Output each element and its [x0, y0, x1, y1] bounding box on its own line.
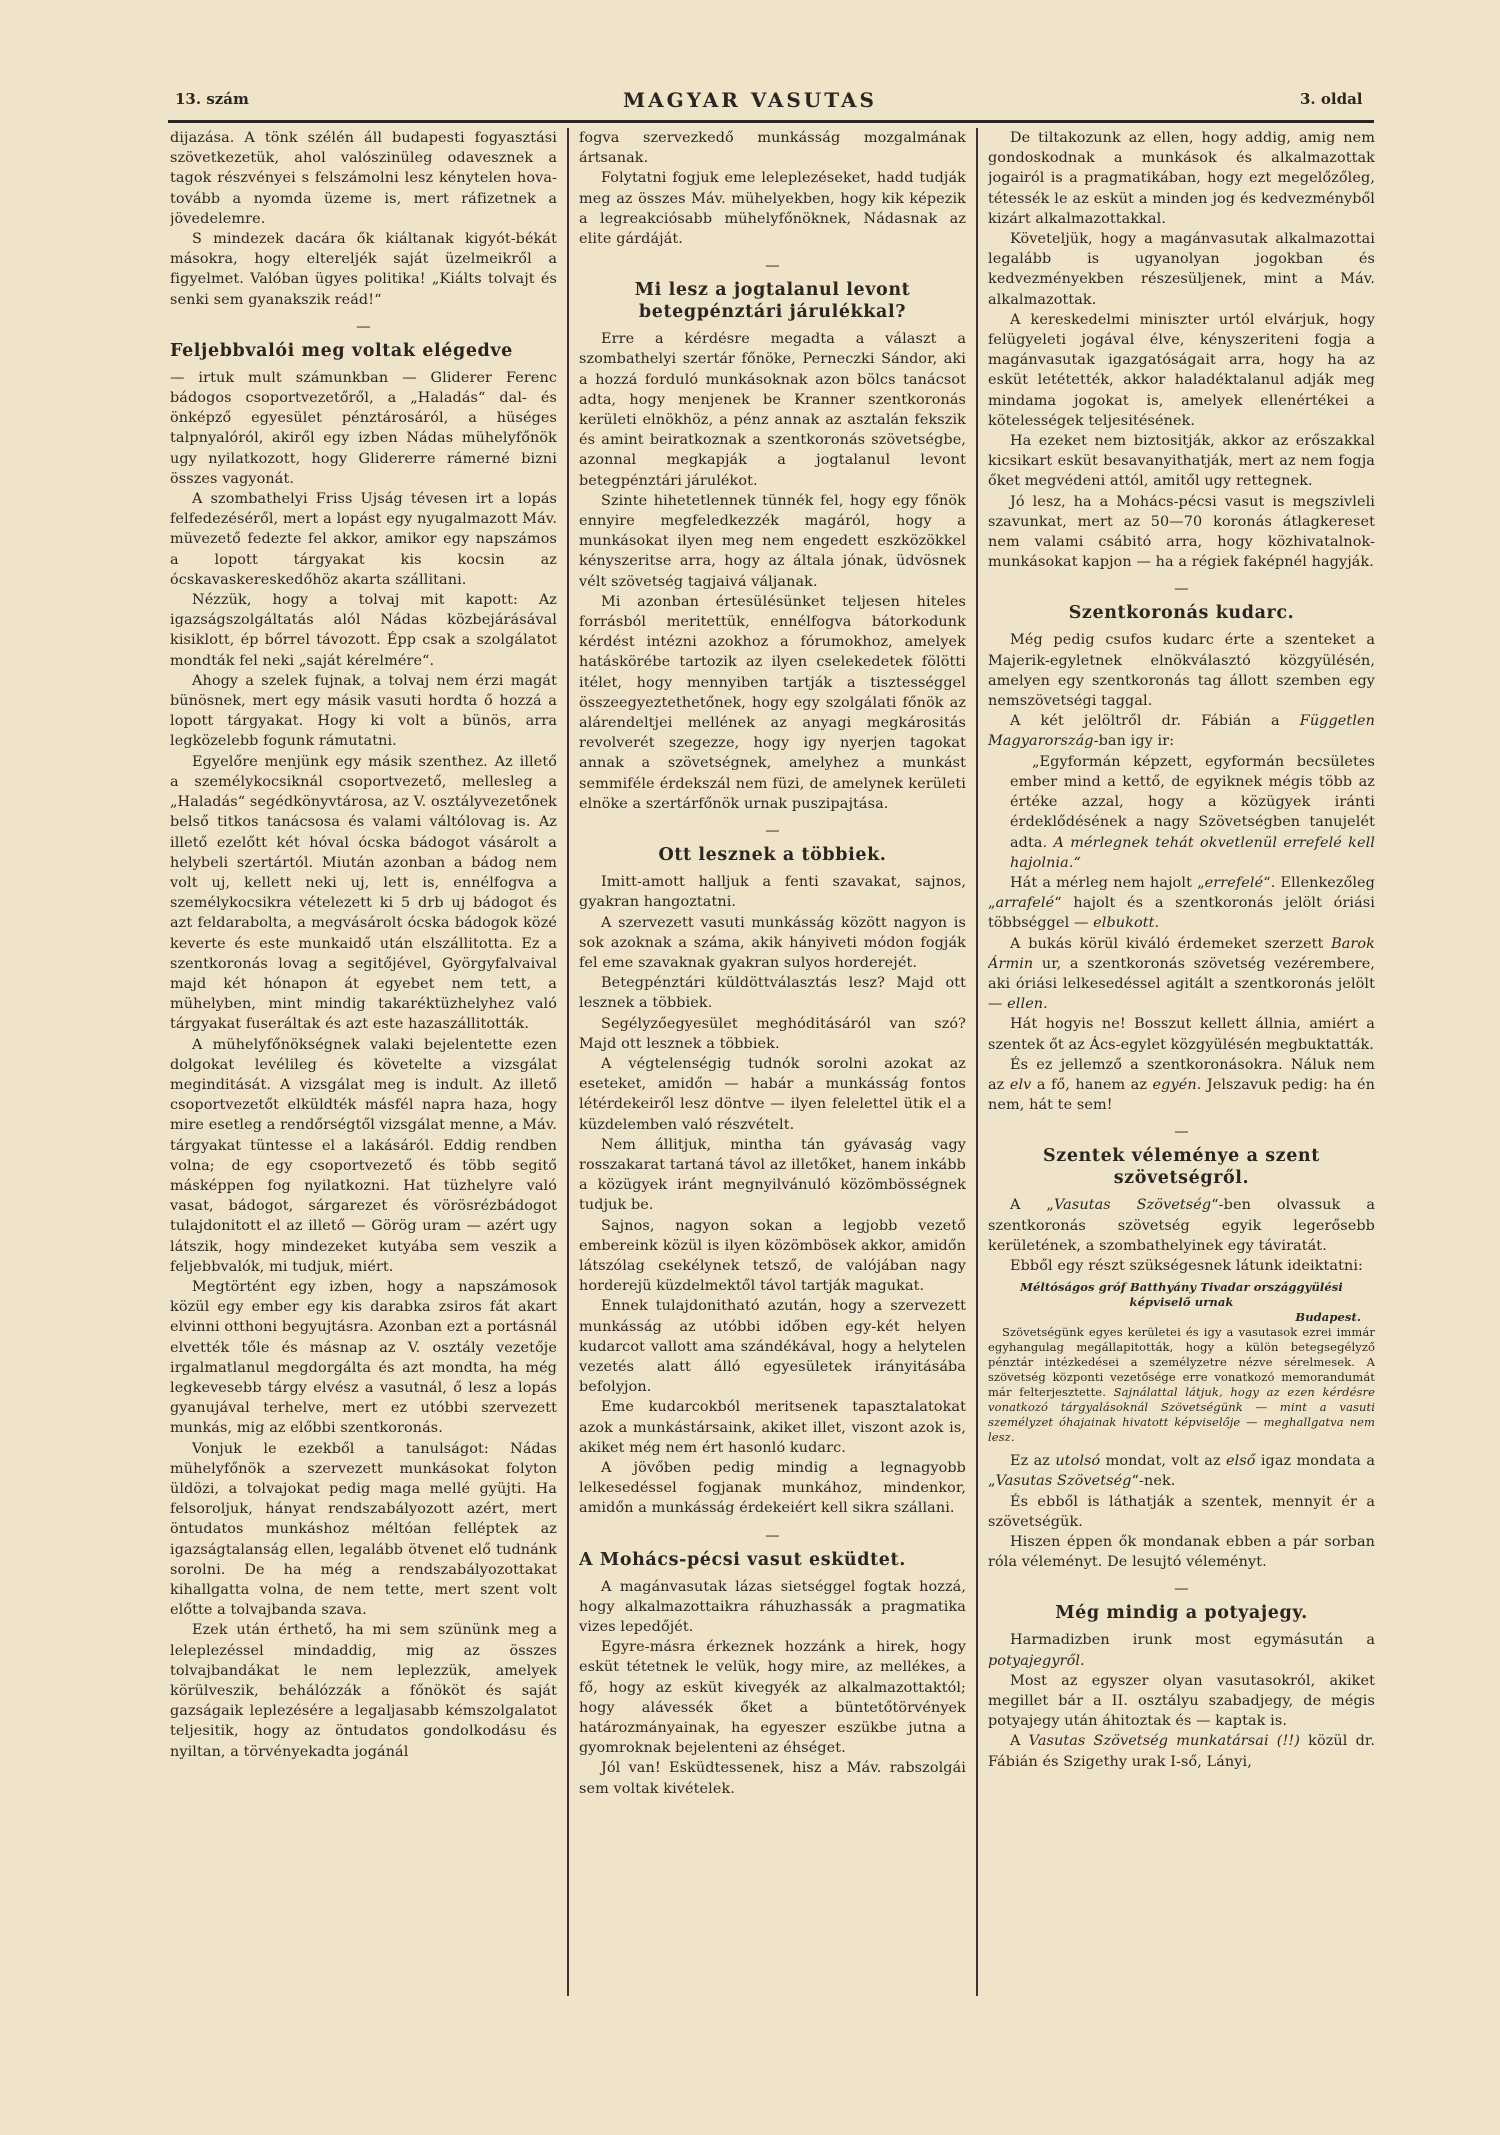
section-separator: — [765, 258, 780, 275]
column-divider [976, 128, 978, 1996]
text-run: Betegpénztári küldöttválasztás lesz? Majd ott lesznek a többiek. [579, 975, 966, 1012]
paragraph [579, 128, 966, 168]
article-headline: Ott lesznek a többiek. [658, 845, 887, 866]
letter-place: Budapest. [1295, 1310, 1361, 1325]
italic-text: elv [1009, 1076, 1032, 1093]
text-run: dijazása. A tönk szélén áll budapesti fogyasztási szövetkezetük, ahol valószinüleg odavesznek a tagok részvényei s felszámolni lesz kénytelen hova-tovább a nyomda üzeme is, mert ráfizetnek a jövedelemre. [170, 130, 557, 227]
section-separator: — [1174, 1124, 1189, 1141]
text-run: Ahogy a szelek fujnak, a tolvaj nem érzi magát bünösnek, mert egy másik vasuti hordta ő hozzá a lopott tárgyakat. Hogy ki volt a bünös, arra legközelebb fogunk rámutatni. [170, 672, 557, 750]
paragraph [579, 329, 966, 491]
text-run: fogva szervezkedő munkásság mozgalmának ártsanak. [579, 130, 966, 167]
paragraph [170, 229, 557, 310]
paragraph [988, 229, 1375, 310]
paragraph [170, 1277, 557, 1439]
paragraph [579, 973, 966, 1013]
paragraph [170, 1439, 557, 1621]
paragraph [170, 752, 557, 1035]
paragraph [988, 1055, 1375, 1116]
text-run: S mindezek dacára ők kiáltanak kigyót-békát másokra, hogy eltereljék saját üzelmeikről a figyelmet. Valóban ügyes politika! „Kiálts tolvajt és senki sem gyanakszik reád!“ [170, 231, 557, 308]
italic-text: Vasutas Szövetség [995, 1473, 1132, 1490]
text-run: Ha ezeket nem biztositják, akkor az erőszakkal kicsikart esküt besavanyithatják, mert az nem fogja őket megvédeni attól, amitől ugy rettegnek. [988, 433, 1375, 490]
italic-text: elbukott. [1093, 915, 1160, 932]
text-run: Folytatni fogjuk eme leleplezéseket, hadd tudják meg az összes Máv. mühelyekben, hogy kik képezik a legreakciósabb mühelyfőnöknek, Nádasnak az elite gárdáját. [579, 170, 966, 248]
text-run: „Egyformán képzett, egyformán becsületes ember mind a kettő, de egyiknek mégis több az értéke azzal, hogy a közügyek iránti érdeklődésének a nagy Szövetségben tanujelét adta. [1010, 753, 1375, 851]
paragraph [988, 1532, 1375, 1572]
text-run: Harmadizben irunk most egymásután a [1010, 1632, 1375, 1649]
text-run: “. Ellenkezőleg „ [988, 874, 1375, 912]
text-run: igaz mondata a „ [988, 1453, 1375, 1490]
header-rule [168, 120, 1374, 123]
italic-text: errefelé [1204, 874, 1264, 891]
paragraph [988, 1492, 1375, 1532]
paragraph [988, 1731, 1375, 1771]
text-run: Megtörtént egy izben, hogy a napszámosok közül egy ember egy kis darabka zsiros fát akart elvinni otthoni begyujtásra. Azonban ezt a portásnál elvették tőle és másnap az V. osztály vezetője irgalmatlanul megdorgálta és azt mondta, ha még legkevesebb tárgy elvész a vasutnál, ő lesz a lopás gyanujával terhelve, mert ez utóbbi szervezett munkás, mig az előbbi szentkoronás. [170, 1278, 557, 1437]
text-run: Szinte hihetetlennek tünnék fel, hogy egy főnök ennyire megfeledkezzék magáról, hogy a munkásokat ilyen meg nem engedett eszközökkel kényszeritse arra, hogy az általa jónak, üdvösnek vélt szövetség tagjaivá váljanak. [579, 492, 966, 590]
italic-text: Barok Ármin [988, 935, 1375, 972]
paragraph [579, 872, 966, 912]
section-separator: — [1174, 581, 1189, 598]
text-run: Segélyzőegyesület meghóditásáról van szó? Majd ott lesznek a többiek. [579, 1015, 966, 1052]
text-run: Nem állitjuk, mintha tán gyávaság vagy rosszakarat tartaná távol az illetőket, hanem inkább a közügyek iránt megnyilvánuló közömbösségnek tudjuk be. [579, 1136, 966, 1214]
italic-text: Vasutas Szövetség munkatársai (!!) [1028, 1733, 1300, 1750]
issue-number: 13. szám [175, 90, 249, 108]
letter-body [988, 1325, 1375, 1445]
paragraph [579, 592, 966, 814]
telegram-excerpt [988, 1280, 1375, 1445]
section-separator: — [1174, 1581, 1189, 1598]
paragraph [988, 934, 1375, 1015]
text-run: Jelszavuk pedig: ha én nem, hát te sem! [988, 1076, 1375, 1114]
text-run: A kereskedelmi miniszter urtól elvárjuk, hogy felügyeleti jogával élve, kényszeriteni fogja a magánvasutak igazgatóságait arra, hogy ha az esküt letétették, akkor haladéktalanul adják meg mindama jogokat is, amelyek ellenértékei a kötelességek teljesitésének. [988, 311, 1375, 429]
letter-address: Méltóságos gróf Batthyány Tivadar országgyülési képviselő urnak [1020, 1280, 1343, 1310]
paragraph [988, 873, 1375, 934]
paragraph [988, 1014, 1375, 1054]
text-run: Vonjuk le ezekből a tanulságot: Nádas mühelyfőnök a szervezett munkásokat folyton üldözi, a tolvajokat pedig maga mellé gyüjti. Ha felsoroljuk, hányat rendszabályozott azért, mert öntudatos munkáshoz méltóan felléptek az igazságtalanság ellen, legalább ötvenet elő tudnánk sorolni. De ha még a rendszabályozottakat kihallgatta volna, de nem tette, mert szent volt előtte a tolvajbanda szava. [170, 1440, 557, 1619]
masthead-title: MAGYAR VASUTAS [623, 88, 877, 112]
paragraph [579, 1577, 966, 1638]
text-run: “-ben olvassuk a szentkoronás szövetség egyik legerősebb kerületének, a szombathelyinek egy táviratát. [988, 1197, 1375, 1254]
text-run: A [1010, 1733, 1029, 1750]
text-run: Hiszen éppen ők mondanak ebben a pár sorban róla véleményt. De lesujtó véleményt. [988, 1533, 1375, 1571]
paragraph [170, 590, 557, 671]
paragraph [988, 1195, 1375, 1256]
paragraph [988, 711, 1375, 751]
italic-text: ellen. [1007, 996, 1048, 1013]
article-headline: Szentek véleménye a szent szövetségről. [1043, 1146, 1320, 1189]
italic-text: Vasutas Szövetség [1053, 1197, 1212, 1214]
paragraph [988, 310, 1375, 431]
text-run: Ebből egy részt szükségesnek látunk ideiktatni: [1010, 1257, 1363, 1274]
text-run: A jövőben pedig mindig a legnagyobb lelkesedéssel fogjanak munkához, mindenkor, amidőn a munkásság érdekeiért kell sikra szállani. [579, 1459, 966, 1517]
paragraph [579, 1216, 966, 1297]
text-run: Még pedig csufos kudarc érte a szenteket a Majerik-egyletnek elnökválasztó közgyülésén, amelyen egy szentkoronás tag állott szemben egy nemszövetségi taggal. [988, 632, 1375, 710]
column-divider [567, 128, 569, 1996]
column-1 [170, 128, 557, 1998]
text-run: A végtelenségig tudnók sorolni azokat az eseteket, amidőn — habár a munkásság fontos létérdekeiről lesz döntve — ilyen felelettel ütik el a küzdelemben való részvételt. [579, 1055, 966, 1133]
text-run: “-nek. [1131, 1473, 1176, 1490]
quotation [988, 752, 1375, 873]
text-run: Jó lesz, ha a Mohács-pécsi vasut is megszivleli szavunkat, mert az 50—70 koronás átlagkereset nem valami csábitó arra, hogy közhivatalnok-munkásokat kapjon — ha a régiek faképnél hagyják. [988, 493, 1375, 571]
text-run: Erre a kérdésre megadta a választ a szombathelyi szertár főnöke, Perneczki Sándor, aki a hozzá forduló munkásoknak azon bölcs tanácsot adta, hogy menjenek be Kranner szentkoronás kerületi elnökhöz, a pénz annak az asztalán fekszik és amint beiratkoznak a szentkoronás szövetségbe, azonnal megkapják a jogtalanul levont betegpénztári járulékot. [579, 331, 966, 489]
paragraph [170, 671, 557, 752]
paragraph [988, 1451, 1375, 1491]
text-run: Egyre-másra érkeznek hozzánk a hirek, hogy esküt tétetnek le velük, hogy mire, az mellékes, a fő, hogy az esküt kivegyék az alkalmazottaktól; hogy alávessék őket a büntetőtörvények határozmányainak, ha egyeszer eszükbe jutna a gyomroknak bejelenteni az éhséget. [579, 1639, 966, 1757]
italic-text: egyén. [1152, 1076, 1202, 1093]
column-2 [579, 128, 966, 1998]
italic-text: potyajegyről. [988, 1652, 1085, 1669]
paragraph [579, 1758, 966, 1798]
text-run: A bukás körül kiváló érdemeket szerzett [1010, 935, 1332, 952]
text-run: Imitt-amott halljuk a fenti szavakat, sajnos, gyakran hangoztatni. [579, 874, 966, 911]
text-run: a fő, hanem az [1031, 1076, 1153, 1093]
paragraph [579, 1014, 966, 1054]
italic-text: Független Magyarország [988, 713, 1375, 750]
text-run: Sajnos, nagyon sokan a legjobb vezető embereink közül is ilyen közömbösek akkor, amidőn látszólag csekélynek tetsző, de valójában nagy horderejü küzdelmektől távol tartják magukat. [579, 1217, 966, 1295]
paragraph [579, 1296, 966, 1397]
section-separator: — [765, 823, 780, 840]
text-run: A „ [1010, 1197, 1054, 1214]
text-run: Jól van! Esküdtessenek, hisz a Máv. rabszolgái sem voltak kivételek. [579, 1760, 966, 1797]
text-run: A szervezett vasuti munkásság között nagyon is sok azoknak a száma, akik hányiveti módon fogják fel eme szavaknak gyakran sulyos horderejét. [579, 914, 966, 971]
paragraph [988, 431, 1375, 492]
text-run: Egyelőre menjünk egy másik szenthez. Az illető a személykocsiknál csoportvezető, mellesleg a „Haladás“ segédkönyvtárosa, az V. osztályvezetőnek belső titkos tanácsosa és valami váltólovag is. Az illető ezelőtt két hóval ócska bádogot vásárolt a helybeli szertártól. Miután azonban a bádog nem volt uj, kellett neki uj, lett is, ennélfogva a személykocsikra vételezett ki 5 drb uj bádogot és azt feldarabolta, a megvásárolt ócska bádogok közé keverte és este munkaidő után elszállitotta. Ez a szentkoronás lovag a segitőjével, Györgyfalvaival majd két hónapon át egyebet nem tett, a mühelyben, mint mindig takaréktüzhelyhez való tárgyakat fuseráltak és azt este hazaszállitották. [170, 753, 557, 1033]
paragraph [988, 128, 1375, 229]
text-run: -ban igy ir: [1093, 733, 1175, 750]
paragraph [579, 168, 966, 249]
text-run: Mi azonban értesülésünket teljesen hiteles forrásból meritettük, ennélfogva bátorkodunk kérdést intézni azokhoz a fórumokhoz, amelyek hatáskörébe tartozik az ilyen cselekedetek fölötti itélet, hogy mennyiben tartják a tisztességgel összeegyeztethetőnek, hogy egy szolgálati főnök az alárendeltjei mellének az anyagi megkárositás revolverét szegezze, hogy igy nyerjen tagokat annak a szövetségnek, amelyhez a munkást semmiféle érdekszál nem füzi, de amelynek kerületi elnöke a szertárfőnök urnak puszipajtása. [579, 593, 966, 812]
paragraph [170, 1035, 557, 1277]
text-run: — irtuk mult számunkban — Gliderer Ferenc bádogos csoportvezetőről, a „Haladás“ dal- és önképző egyesület pénztárosáról, a hüséges talpnyalóról, akiről egy izben Nádas mühelyfőnök ugy nyilatkozott, hogy Glidererre rámerné bizni összes vagyonát. [170, 369, 557, 487]
paragraph [170, 489, 557, 590]
paragraph [579, 1054, 966, 1135]
paragraph [579, 1458, 966, 1519]
article-headline: Szentkoronás kudarc. [1068, 603, 1295, 624]
text-run: közül dr. Fábián és Szigethy urak I-ső, Lányi, [988, 1733, 1375, 1770]
italic-text: első [1225, 1453, 1256, 1470]
text-run: Követeljük, hogy a magánvasutak alkalmazottai legalább is ugyanolyan jogokban és kedvezményekben részesüljenek, mint a Máv. alkalmazottak. [988, 231, 1375, 308]
section-separator: — [765, 1527, 780, 1544]
text-run: Ennek tulajdonitható azután, hogy a szervezett munkásság az utóbbi időben egy-két helyen kudarcot vallott ama szándékával, hogy a helytelen vezetés alatt álló egyesületek irányitásába befolyjon. [579, 1298, 966, 1396]
text-run: És ez jellemző a szentkoronásokra. Náluk nem az [988, 1056, 1375, 1093]
paragraph [579, 1135, 966, 1216]
italic-text: A mérlegnek tehát okvetlenül errefelé kell hajolnia.“ [1010, 834, 1375, 871]
text-run: A szombathelyi Friss Ujság tévesen irt a lopás felfedezéséről, mert a lopást egy nyugalmazott Máv. müvezető fedezte fel akkor, amikor egy napszámos a lopott tárgyakat kis kocsin az ócskavaskereskedőhöz akarta szállitani. [170, 491, 557, 588]
text-run: “ hajolt és a szentkoronás jelölt óriási többséggel — [988, 895, 1375, 932]
text-run: A mühelyfőnökségnek valaki bejelentette ezen dolgokat levélileg és követelte a vizsgálat meginditását. A vizsgálat meg is indult. Az illető csoportvezetőt elküldték másfél napra haza, hogy mire esetleg a rendőrségtől vizsgálat menne, a Máv. tárgyakat tüntesse el a lakásáról. Eddig rendben volna; de egy csoportvezető és több segitő másképpen fog nyilatkozni. Hat tüzhelyre való vasat, bádogot, sárgarezet és vörösrézbádogot tulajdonitott el az illető — Görög uram — azért ugy látszik, hogy mindezeket kutyába sem veszik a feljebbvalók, mi tudjuk, miért. [170, 1036, 557, 1275]
paragraph [170, 128, 557, 229]
article-headline: Mi lesz a jogtalanul levont betegpénztári járulékkal? [634, 280, 911, 323]
quoted-paragraph [988, 752, 1375, 873]
article-headline: A Mohács-pécsi vasut esküdtet. [579, 1549, 906, 1570]
italic-text: arrafelé [995, 895, 1055, 912]
text-run: Ezek után érthető, ha mi sem szününk meg a leleplezéssel mindaddig, mig az összes tolvajbandákat le nem leplezzük, amelyek körülveszik, behálózzák a főnököt és saját gazságaik leplezésére a legaljasabb kémszolgalatot teljesitik, hogy az öntudatos gondolkodásu és nyiltan, a törvényekadta jogánál [170, 1622, 557, 1760]
text-run: ur, a szentkoronás szövetség vezérembere, aki óriási lelkesedéssel agitált a szentkoronás jelölt — [988, 955, 1375, 1013]
column-3 [988, 128, 1375, 1998]
text-run: Hát a mérleg nem hajolt „ [1010, 874, 1205, 891]
text-run: mondat, volt az [1100, 1453, 1226, 1470]
paragraph [988, 630, 1375, 711]
text-run: Nézzük, hogy a tolvaj mit kapott: Az igazságszolgáltatás alól Nádas közbejárásával kisiklott, ép bőrrel távozott. Épp csak a szolgálatot mondták fel neki „saját kérelmére“. [170, 592, 557, 669]
text-run: Eme kudarcokból meritsenek tapasztalatokat azok a munkástársaink, akiket illet, viszont azok is, akiket még nem ért hasonló kudarc. [579, 1399, 966, 1456]
text-run: És ebből is láthatják a szentek, mennyit ér a szövetségük. [988, 1493, 1375, 1530]
paragraph [988, 1256, 1375, 1276]
paragraph [579, 1397, 966, 1458]
paragraph [988, 1671, 1375, 1732]
article-headline: Még mindig a potyajegy. [1055, 1603, 1308, 1624]
text-run: Hát hogyis ne! Bosszut kellett állnia, amiért a szentek őt az Ács-egylet közgyülésén megbuktatták. [988, 1016, 1375, 1053]
paragraph [579, 491, 966, 592]
text-run: Most az egyszer olyan vasutasokról, akiket megillet bár a II. osztályu szabadjegy, de mégis potyajegy után áhitoztak és — kaptak is. [988, 1672, 1375, 1730]
paragraph [988, 1630, 1375, 1670]
italic-text: utolsó [1055, 1453, 1101, 1470]
text-run: De tiltakozunk az ellen, hogy addig, amig nem gondoskodnak a munkások és alkalmazottak jogairól is a pragmatikában, hogy ezt megelőzőleg, tétessék le az esküt a minden jog és kedvezményből kizárt alkalmazottakkal. [988, 130, 1375, 227]
italic-text: Sajnálattal látjuk, hogy az ezen kérdésre vonatkozó tárgyalásoknál Szövetségünk — mint a vasuti személyzet óhajainak hivatott képviselője — meghallgatva nem lesz. [988, 1385, 1375, 1445]
paragraph [579, 1637, 966, 1758]
paragraph [170, 368, 557, 489]
text-run: Ez az [1010, 1453, 1056, 1470]
paragraph [170, 1620, 557, 1761]
paragraph [988, 492, 1375, 573]
article-headline: Feljebbvalói meg voltak elégedve [170, 340, 513, 361]
text-run: Szövetségünk egyes kerületei és igy a vasutasok ezrei immár egyhangulag megállapitották, hogy a külön betegsegélyző pénztár intézkedései a személyzetre nézve sérelmesek. A szövetség központi vezetősége erre vonatkozó memorandumát már felterjesztette. [988, 1325, 1375, 1400]
text-run: A két jelöltről dr. Fábián a [1010, 713, 1300, 730]
paragraph [579, 913, 966, 974]
page-number: 3. oldal [1300, 90, 1363, 108]
text-run: A magánvasutak lázas sietséggel fogtak hozzá, hogy alkalmazottaikra ráhuzhassák a pragmatika vizes lepedőjét. [579, 1578, 966, 1635]
section-separator: — [356, 318, 371, 335]
